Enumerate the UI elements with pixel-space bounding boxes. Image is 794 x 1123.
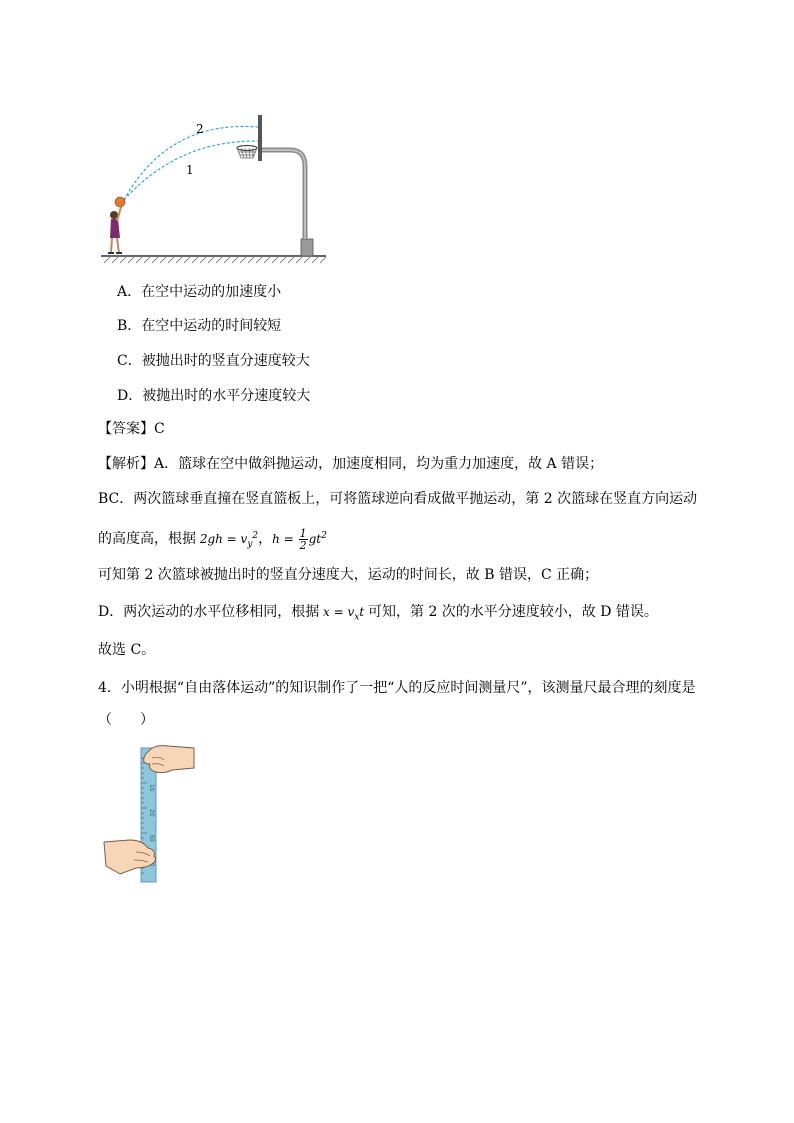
top-hand [144, 746, 194, 773]
ruler-label-20: 20 [148, 809, 155, 817]
question-4-bracket: （ ） [98, 712, 154, 728]
player-figure [108, 197, 125, 253]
formula-2gh: $2gh = v_y^2$ [196, 531, 259, 550]
ground-hatching [104, 257, 326, 263]
analysis-line-5-suffix: 可知，第 2 次的水平分速度较小，故 D 错误。 [368, 604, 658, 620]
analysis-line-6: 故选 C。 [98, 642, 156, 658]
ruler-label-30: 30 [148, 834, 155, 842]
analysis-line-5-prefix: D．两次运动的水平位移相同，根据 [98, 604, 320, 620]
trajectory-label-1: 1 [186, 163, 194, 177]
hoop-rim [237, 146, 257, 151]
option-b: B．在空中运动的时间较短 [117, 318, 282, 334]
question-4-stem: 4．小明根据“自由落体运动”的知识制作了一把“人的反应时间测量尺”，该测量尺最合理的刻度是 [98, 680, 696, 696]
hoop-base [301, 239, 313, 256]
option-a: A．在空中运动的加速度小 [117, 284, 282, 300]
trajectory-label-2: 2 [196, 122, 204, 136]
analysis-line-2: BC．两次篮球垂直撞在竖直篮板上，可将篮球逆向看成做平抛运动，第 2 次篮球在竖直方向运动 [98, 491, 698, 507]
formula-h: h = $\frac{1}{2}$ $gt^2$ [272, 527, 327, 552]
hoop-pole [260, 150, 305, 239]
analysis-line-3 [98, 521, 738, 559]
formula-x: $x = v_xt$ [319, 605, 368, 623]
basketball-ball [115, 197, 125, 207]
backboard [258, 115, 262, 161]
analysis-line-4: 可知第 2 次篮球被抛出时的竖直分速度大，运动的时间长，故 B 错误，C 正确； [98, 567, 599, 583]
option-d: D．被抛出时的水平分速度较大 [117, 388, 311, 404]
basketball-figure [98, 108, 333, 270]
ruler-figure [102, 742, 197, 884]
analysis-line-1: 【解析】A．篮球在空中做斜抛运动，加速度相同，均为重力加速度，故 A 错误； [98, 456, 604, 472]
ruler-label-10: 10 [148, 784, 155, 792]
analysis-line-3-prefix: 的高度高，根据 [98, 531, 196, 547]
answer-line: 【答案】C [98, 421, 165, 437]
analysis-line-5 [98, 602, 738, 627]
analysis-line-3-sep: ， [258, 531, 273, 547]
option-c: C．被抛出时的竖直分速度较大 [117, 353, 310, 369]
